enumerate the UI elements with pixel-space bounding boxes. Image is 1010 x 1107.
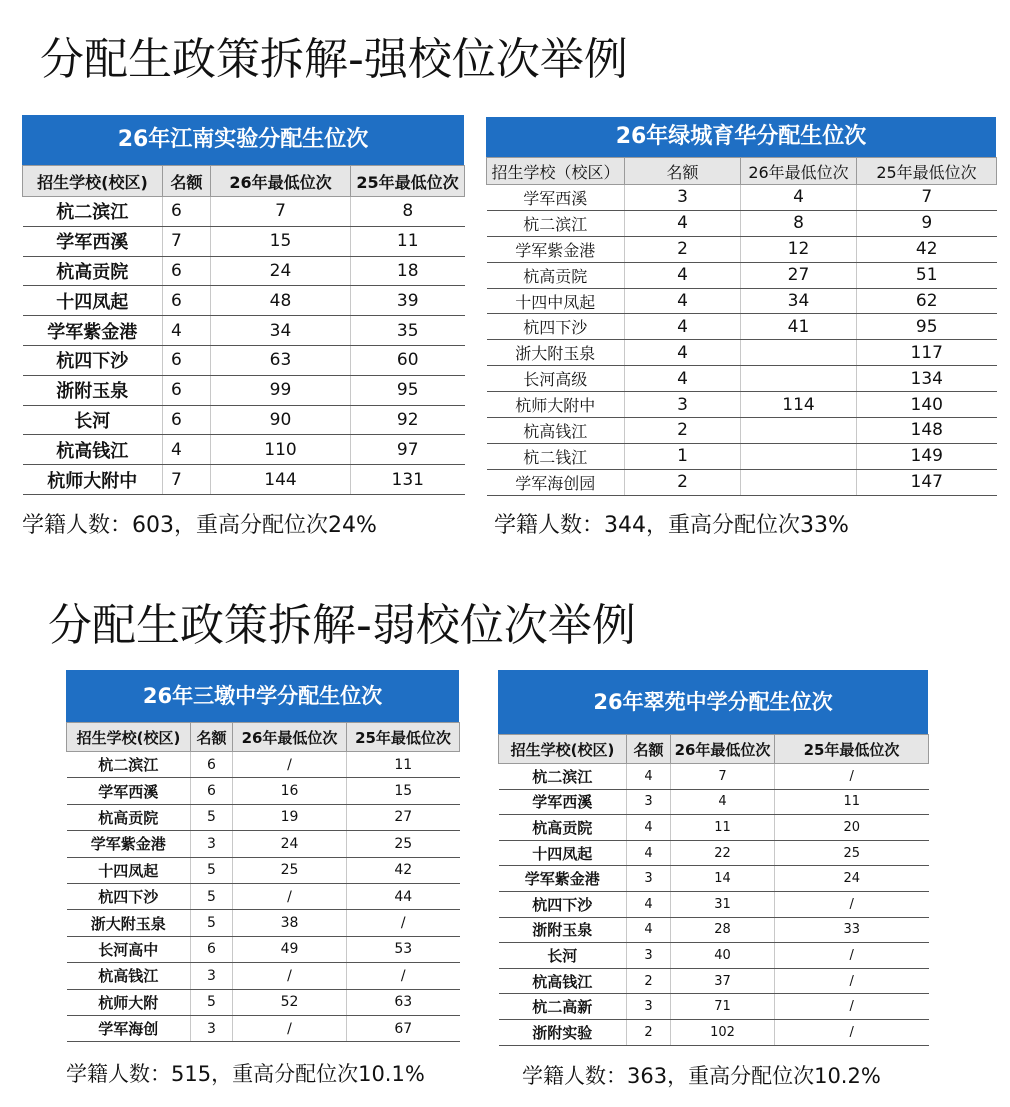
school-cell: 杭四下沙 <box>487 314 625 340</box>
rank-table <box>66 722 460 1042</box>
quota-cell: 3 <box>627 943 671 969</box>
table-row <box>487 210 997 236</box>
rank-25-cell: / <box>775 994 929 1020</box>
rank-25-cell: 27 <box>347 804 460 830</box>
school-cell: 杭二滨江 <box>499 764 627 790</box>
school-cell: 浙大附玉泉 <box>67 910 191 936</box>
table-row <box>487 469 997 495</box>
school-cell: 浙大附玉泉 <box>487 340 625 366</box>
school-cell: 杭高钱江 <box>487 418 625 444</box>
school-cell: 杭高贡院 <box>499 815 627 841</box>
school-cell: 杭高贡院 <box>67 804 191 830</box>
quota-cell: 4 <box>625 288 741 314</box>
table-row <box>23 465 465 495</box>
school-cell: 学军西溪 <box>67 778 191 804</box>
quota-cell: 2 <box>625 469 741 495</box>
school-cell: 长河高级 <box>487 366 625 392</box>
rank-25-cell: 20 <box>775 815 929 841</box>
rank-26-cell <box>741 418 857 444</box>
header-school: 招生学校(校区) <box>67 723 191 752</box>
table-header-row <box>487 158 997 185</box>
rank-25-cell: 149 <box>857 443 997 469</box>
header-quota: 名额 <box>625 158 741 185</box>
quota-cell: 1 <box>625 443 741 469</box>
quota-cell: 4 <box>625 340 741 366</box>
school-cell: 学军紫金港 <box>67 831 191 857</box>
table-row <box>67 936 460 962</box>
rank-25-cell: 131 <box>351 465 465 495</box>
table-row <box>499 815 929 841</box>
table-row <box>67 1015 460 1041</box>
table-row <box>487 288 997 314</box>
quota-cell: 4 <box>625 366 741 392</box>
table-row <box>487 418 997 444</box>
table-row <box>23 316 465 346</box>
header-quota: 名额 <box>191 723 233 752</box>
jiangnan-footnote: 学籍人数：603，重高分配位次24% <box>22 513 377 538</box>
quota-cell: 2 <box>625 236 741 262</box>
quota-cell: 6 <box>191 752 233 778</box>
table-row <box>487 314 997 340</box>
rank-25-cell: 62 <box>857 288 997 314</box>
rank-25-cell: 33 <box>775 917 929 943</box>
rank-26-cell <box>741 469 857 495</box>
quota-cell: 4 <box>627 891 671 917</box>
rank-26-cell: 11 <box>671 815 775 841</box>
rank-26-cell: 37 <box>671 968 775 994</box>
rank-25-cell: 18 <box>351 256 465 286</box>
rank-26-cell: 25 <box>233 857 347 883</box>
table-row <box>499 968 929 994</box>
rank-25-cell: 9 <box>857 210 997 236</box>
rank-25-cell: 67 <box>347 1015 460 1041</box>
school-cell: 学军紫金港 <box>487 236 625 262</box>
quota-cell: 7 <box>163 226 211 256</box>
rank-26-cell: 71 <box>671 994 775 1020</box>
rank-table <box>498 734 929 1046</box>
table-row <box>23 256 465 286</box>
rank-25-cell: / <box>775 764 929 790</box>
school-cell: 杭师大附中 <box>23 465 163 495</box>
table-row <box>67 778 460 804</box>
school-cell: 杭高钱江 <box>499 968 627 994</box>
quota-cell: 3 <box>191 831 233 857</box>
table-row <box>67 857 460 883</box>
rank-26-cell: 48 <box>211 286 351 316</box>
school-cell: 杭高钱江 <box>23 435 163 465</box>
school-cell: 杭师大附 <box>67 989 191 1015</box>
school-cell: 十四凤起 <box>23 286 163 316</box>
header-26-rank: 26年最低位次 <box>741 158 857 185</box>
table-row <box>23 405 465 435</box>
table-title: 26年江南实验分配生位次 <box>22 115 464 165</box>
strong-section-heading: 分配生政策拆解-强校位次举例 <box>40 34 628 85</box>
quota-cell: 6 <box>163 405 211 435</box>
rank-25-cell: 11 <box>347 752 460 778</box>
school-cell: 浙附玉泉 <box>23 375 163 405</box>
rank-25-cell: 35 <box>351 316 465 346</box>
rank-26-cell: 110 <box>211 435 351 465</box>
school-cell: 十四凤起 <box>499 840 627 866</box>
rank-26-cell: 12 <box>741 236 857 262</box>
rank-25-cell: 44 <box>347 883 460 909</box>
quota-cell: 7 <box>163 465 211 495</box>
table-row <box>487 340 997 366</box>
sandun-table-panel <box>66 670 459 1042</box>
table-row <box>499 917 929 943</box>
rank-26-cell: 24 <box>211 256 351 286</box>
rank-25-cell: 95 <box>857 314 997 340</box>
header-school: 招生学校(校区) <box>499 735 627 764</box>
rank-25-cell: 53 <box>347 936 460 962</box>
school-cell: 长河高中 <box>67 936 191 962</box>
header-26-rank: 26年最低位次 <box>211 166 351 197</box>
rank-table <box>22 165 465 495</box>
table-row <box>499 994 929 1020</box>
rank-25-cell: / <box>775 1019 929 1045</box>
table-row <box>23 435 465 465</box>
quota-cell: 4 <box>625 262 741 288</box>
rank-25-cell: / <box>347 963 460 989</box>
school-cell: 学军紫金港 <box>23 316 163 346</box>
quota-cell: 4 <box>625 210 741 236</box>
school-cell: 学军海创园 <box>487 469 625 495</box>
rank-26-cell: 41 <box>741 314 857 340</box>
weak-section-heading: 分配生政策拆解-弱校位次举例 <box>48 600 636 651</box>
sandun-footnote: 学籍人数：515，重高分配位次10.1% <box>66 1062 425 1086</box>
table-row <box>487 262 997 288</box>
rank-26-cell: 14 <box>671 866 775 892</box>
rank-26-cell: 4 <box>741 185 857 211</box>
rank-26-cell: 102 <box>671 1019 775 1045</box>
header-25-rank: 25年最低位次 <box>351 166 465 197</box>
table-row <box>67 883 460 909</box>
quota-cell: 4 <box>627 815 671 841</box>
school-cell: 浙附实验 <box>499 1019 627 1045</box>
rank-25-cell: 147 <box>857 469 997 495</box>
table-row <box>23 286 465 316</box>
table-row <box>67 831 460 857</box>
rank-26-cell: 16 <box>233 778 347 804</box>
table-header-row <box>23 166 465 197</box>
quota-cell: 6 <box>163 375 211 405</box>
rank-26-cell: 27 <box>741 262 857 288</box>
rank-26-cell: 144 <box>211 465 351 495</box>
rank-26-cell: / <box>233 752 347 778</box>
quota-cell: 3 <box>191 963 233 989</box>
school-cell: 杭四下沙 <box>23 345 163 375</box>
quota-cell: 3 <box>191 1015 233 1041</box>
table-row <box>23 345 465 375</box>
rank-26-cell <box>741 340 857 366</box>
rank-26-cell: 52 <box>233 989 347 1015</box>
rank-26-cell: 40 <box>671 943 775 969</box>
table-row <box>499 943 929 969</box>
rank-26-cell: 8 <box>741 210 857 236</box>
school-cell: 学军海创 <box>67 1015 191 1041</box>
rank-25-cell: 117 <box>857 340 997 366</box>
rank-26-cell <box>741 366 857 392</box>
school-cell: 学军西溪 <box>23 226 163 256</box>
quota-cell: 2 <box>627 968 671 994</box>
rank-26-cell: 4 <box>671 789 775 815</box>
school-cell: 杭高贡院 <box>487 262 625 288</box>
rank-25-cell: 39 <box>351 286 465 316</box>
school-cell: 十四中凤起 <box>487 288 625 314</box>
school-cell: 杭师大附中 <box>487 392 625 418</box>
rank-26-cell: 28 <box>671 917 775 943</box>
quota-cell: 4 <box>627 840 671 866</box>
table-title: 26年三墩中学分配生位次 <box>66 670 459 722</box>
rank-26-cell: 63 <box>211 345 351 375</box>
rank-25-cell: 8 <box>351 197 465 227</box>
school-cell: 杭二高新 <box>499 994 627 1020</box>
rank-25-cell: / <box>775 943 929 969</box>
quota-cell: 6 <box>163 197 211 227</box>
table-row <box>499 764 929 790</box>
rank-26-cell: 24 <box>233 831 347 857</box>
header-26-rank: 26年最低位次 <box>671 735 775 764</box>
rank-26-cell: / <box>233 1015 347 1041</box>
rank-26-cell: 99 <box>211 375 351 405</box>
rank-26-cell: 114 <box>741 392 857 418</box>
rank-25-cell: / <box>775 891 929 917</box>
rank-26-cell: 49 <box>233 936 347 962</box>
quota-cell: 5 <box>191 883 233 909</box>
table-row <box>499 840 929 866</box>
rank-26-cell: 15 <box>211 226 351 256</box>
quota-cell: 3 <box>627 994 671 1020</box>
school-cell: 学军西溪 <box>487 185 625 211</box>
table-row <box>67 752 460 778</box>
table-row <box>67 963 460 989</box>
rank-25-cell: 51 <box>857 262 997 288</box>
quota-cell: 6 <box>163 256 211 286</box>
rank-25-cell: 140 <box>857 392 997 418</box>
school-cell: 学军紫金港 <box>499 866 627 892</box>
rank-25-cell: 11 <box>775 789 929 815</box>
rank-25-cell: 7 <box>857 185 997 211</box>
jiangnan-table-panel <box>22 115 464 495</box>
header-26-rank: 26年最低位次 <box>233 723 347 752</box>
quota-cell: 3 <box>627 789 671 815</box>
quota-cell: 4 <box>163 435 211 465</box>
cuiyuan-table-panel <box>498 670 928 1046</box>
table-row <box>67 910 460 936</box>
header-quota: 名额 <box>627 735 671 764</box>
quota-cell: 4 <box>163 316 211 346</box>
school-cell: 杭四下沙 <box>499 891 627 917</box>
rank-25-cell: 148 <box>857 418 997 444</box>
rank-25-cell: / <box>347 910 460 936</box>
quota-cell: 5 <box>191 989 233 1015</box>
quota-cell: 2 <box>627 1019 671 1045</box>
table-header-row <box>67 723 460 752</box>
header-school: 招生学校（校区） <box>487 158 625 185</box>
table-row <box>499 866 929 892</box>
rank-25-cell: 25 <box>775 840 929 866</box>
school-cell: 杭二滨江 <box>487 210 625 236</box>
quota-cell: 3 <box>625 392 741 418</box>
rank-25-cell: 92 <box>351 405 465 435</box>
table-row <box>487 236 997 262</box>
rank-25-cell: 42 <box>857 236 997 262</box>
quota-cell: 5 <box>191 910 233 936</box>
rank-25-cell: 63 <box>347 989 460 1015</box>
rank-table <box>486 157 997 496</box>
table-row <box>23 197 465 227</box>
table-row <box>23 375 465 405</box>
quota-cell: 4 <box>625 314 741 340</box>
school-cell: 杭高贡院 <box>23 256 163 286</box>
quota-cell: 3 <box>625 185 741 211</box>
school-cell: 浙附玉泉 <box>499 917 627 943</box>
rank-25-cell: 15 <box>347 778 460 804</box>
rank-25-cell: 11 <box>351 226 465 256</box>
school-cell: 杭二滨江 <box>67 752 191 778</box>
table-title: 26年翠苑中学分配生位次 <box>498 670 928 734</box>
rank-25-cell: 42 <box>347 857 460 883</box>
rank-26-cell: 38 <box>233 910 347 936</box>
table-header-row <box>499 735 929 764</box>
rank-25-cell: / <box>775 968 929 994</box>
header-25-rank: 25年最低位次 <box>775 735 929 764</box>
header-25-rank: 25年最低位次 <box>857 158 997 185</box>
rank-26-cell: / <box>233 883 347 909</box>
quota-cell: 6 <box>191 778 233 804</box>
quota-cell: 5 <box>191 804 233 830</box>
quota-cell: 4 <box>627 764 671 790</box>
table-row <box>499 789 929 815</box>
school-cell: 十四凤起 <box>67 857 191 883</box>
rank-25-cell: 134 <box>857 366 997 392</box>
rank-25-cell: 97 <box>351 435 465 465</box>
quota-cell: 2 <box>625 418 741 444</box>
table-row <box>499 891 929 917</box>
table-row <box>487 392 997 418</box>
school-cell: 长河 <box>499 943 627 969</box>
header-school: 招生学校(校区) <box>23 166 163 197</box>
quota-cell: 4 <box>627 917 671 943</box>
table-row <box>487 443 997 469</box>
rank-26-cell: 34 <box>211 316 351 346</box>
rank-26-cell: 7 <box>671 764 775 790</box>
rank-26-cell: 31 <box>671 891 775 917</box>
rank-26-cell: 90 <box>211 405 351 435</box>
quota-cell: 6 <box>163 345 211 375</box>
table-row <box>67 804 460 830</box>
school-cell: 杭二钱江 <box>487 443 625 469</box>
cuiyuan-footnote: 学籍人数：363，重高分配位次10.2% <box>522 1064 881 1088</box>
lvcheng-table-panel <box>486 117 996 496</box>
school-cell: 长河 <box>23 405 163 435</box>
rank-26-cell: / <box>233 963 347 989</box>
rank-25-cell: 60 <box>351 345 465 375</box>
rank-26-cell <box>741 443 857 469</box>
rank-26-cell: 22 <box>671 840 775 866</box>
quota-cell: 3 <box>627 866 671 892</box>
rank-25-cell: 24 <box>775 866 929 892</box>
table-row <box>23 226 465 256</box>
school-cell: 杭高钱江 <box>67 963 191 989</box>
rank-25-cell: 25 <box>347 831 460 857</box>
table-row <box>487 366 997 392</box>
lvcheng-footnote: 学籍人数：344，重高分配位次33% <box>494 513 849 538</box>
rank-25-cell: 95 <box>351 375 465 405</box>
school-cell: 学军西溪 <box>499 789 627 815</box>
header-25-rank: 25年最低位次 <box>347 723 460 752</box>
table-row <box>67 989 460 1015</box>
school-cell: 杭二滨江 <box>23 197 163 227</box>
quota-cell: 6 <box>191 936 233 962</box>
school-cell: 杭四下沙 <box>67 883 191 909</box>
header-quota: 名额 <box>163 166 211 197</box>
table-row <box>499 1019 929 1045</box>
rank-26-cell: 19 <box>233 804 347 830</box>
table-title: 26年绿城育华分配生位次 <box>486 117 996 157</box>
table-row <box>487 185 997 211</box>
quota-cell: 6 <box>163 286 211 316</box>
rank-26-cell: 34 <box>741 288 857 314</box>
rank-26-cell: 7 <box>211 197 351 227</box>
quota-cell: 5 <box>191 857 233 883</box>
